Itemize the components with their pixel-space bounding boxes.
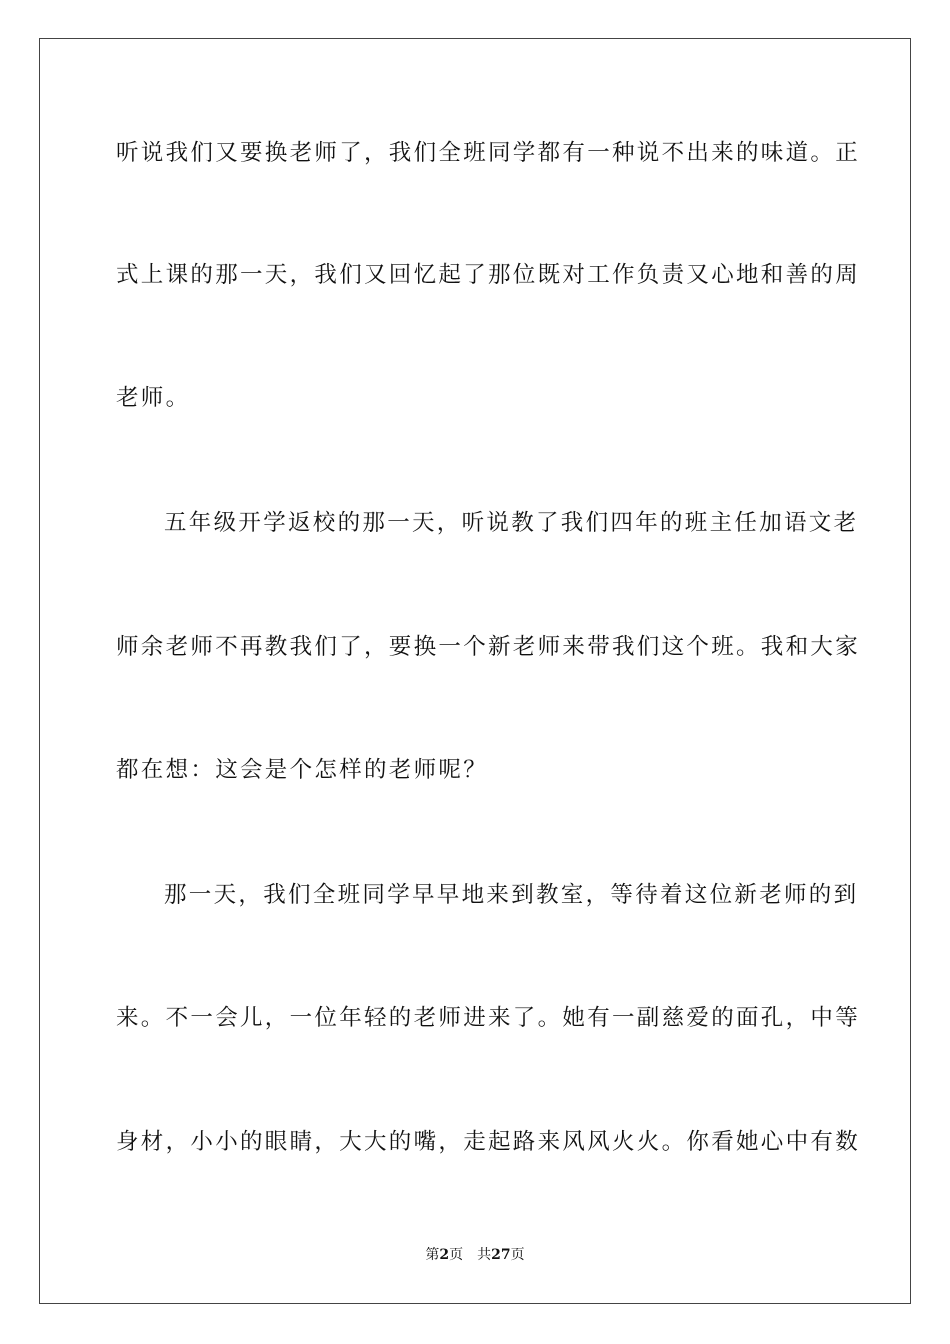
text-line: 来。不一会儿，一位年轻的老师进来了。她有一副慈爱的面孔，中等 xyxy=(116,1005,861,1031)
page-number: 2 xyxy=(439,1247,450,1263)
page-footer xyxy=(0,1246,950,1264)
paragraph-first-line: 那一天，我们全班同学早早地来到教室，等待着这位新老师的到 xyxy=(164,882,859,908)
text-line: 都在想：这会是个怎样的老师呢？ xyxy=(116,757,489,783)
text-line: 式上课的那一天，我们又回忆起了那位既对工作负责又心地和善的周 xyxy=(116,262,861,288)
page-prefix: 第 xyxy=(425,1247,440,1263)
paragraph-first-line: 五年级开学返校的那一天，听说教了我们四年的班主任加语文老 xyxy=(164,510,859,536)
text-line: 师余老师不再教我们了，要换一个新老师来带我们这个班。我和大家 xyxy=(116,634,861,660)
text-line: 老师。 xyxy=(116,385,191,411)
total-suffix: 页 xyxy=(510,1247,525,1263)
page-border xyxy=(39,38,911,1304)
text-line: 身材，小小的眼睛，大大的嘴，走起路来风风火火。你看她心中有数 xyxy=(116,1129,861,1155)
total-prefix: 共 xyxy=(477,1247,492,1263)
total-pages: 27 xyxy=(491,1247,511,1263)
text-line: 听说我们又要换老师了，我们全班同学都有一种说不出来的味道。正 xyxy=(116,140,861,166)
page-suffix: 页 xyxy=(449,1247,464,1263)
